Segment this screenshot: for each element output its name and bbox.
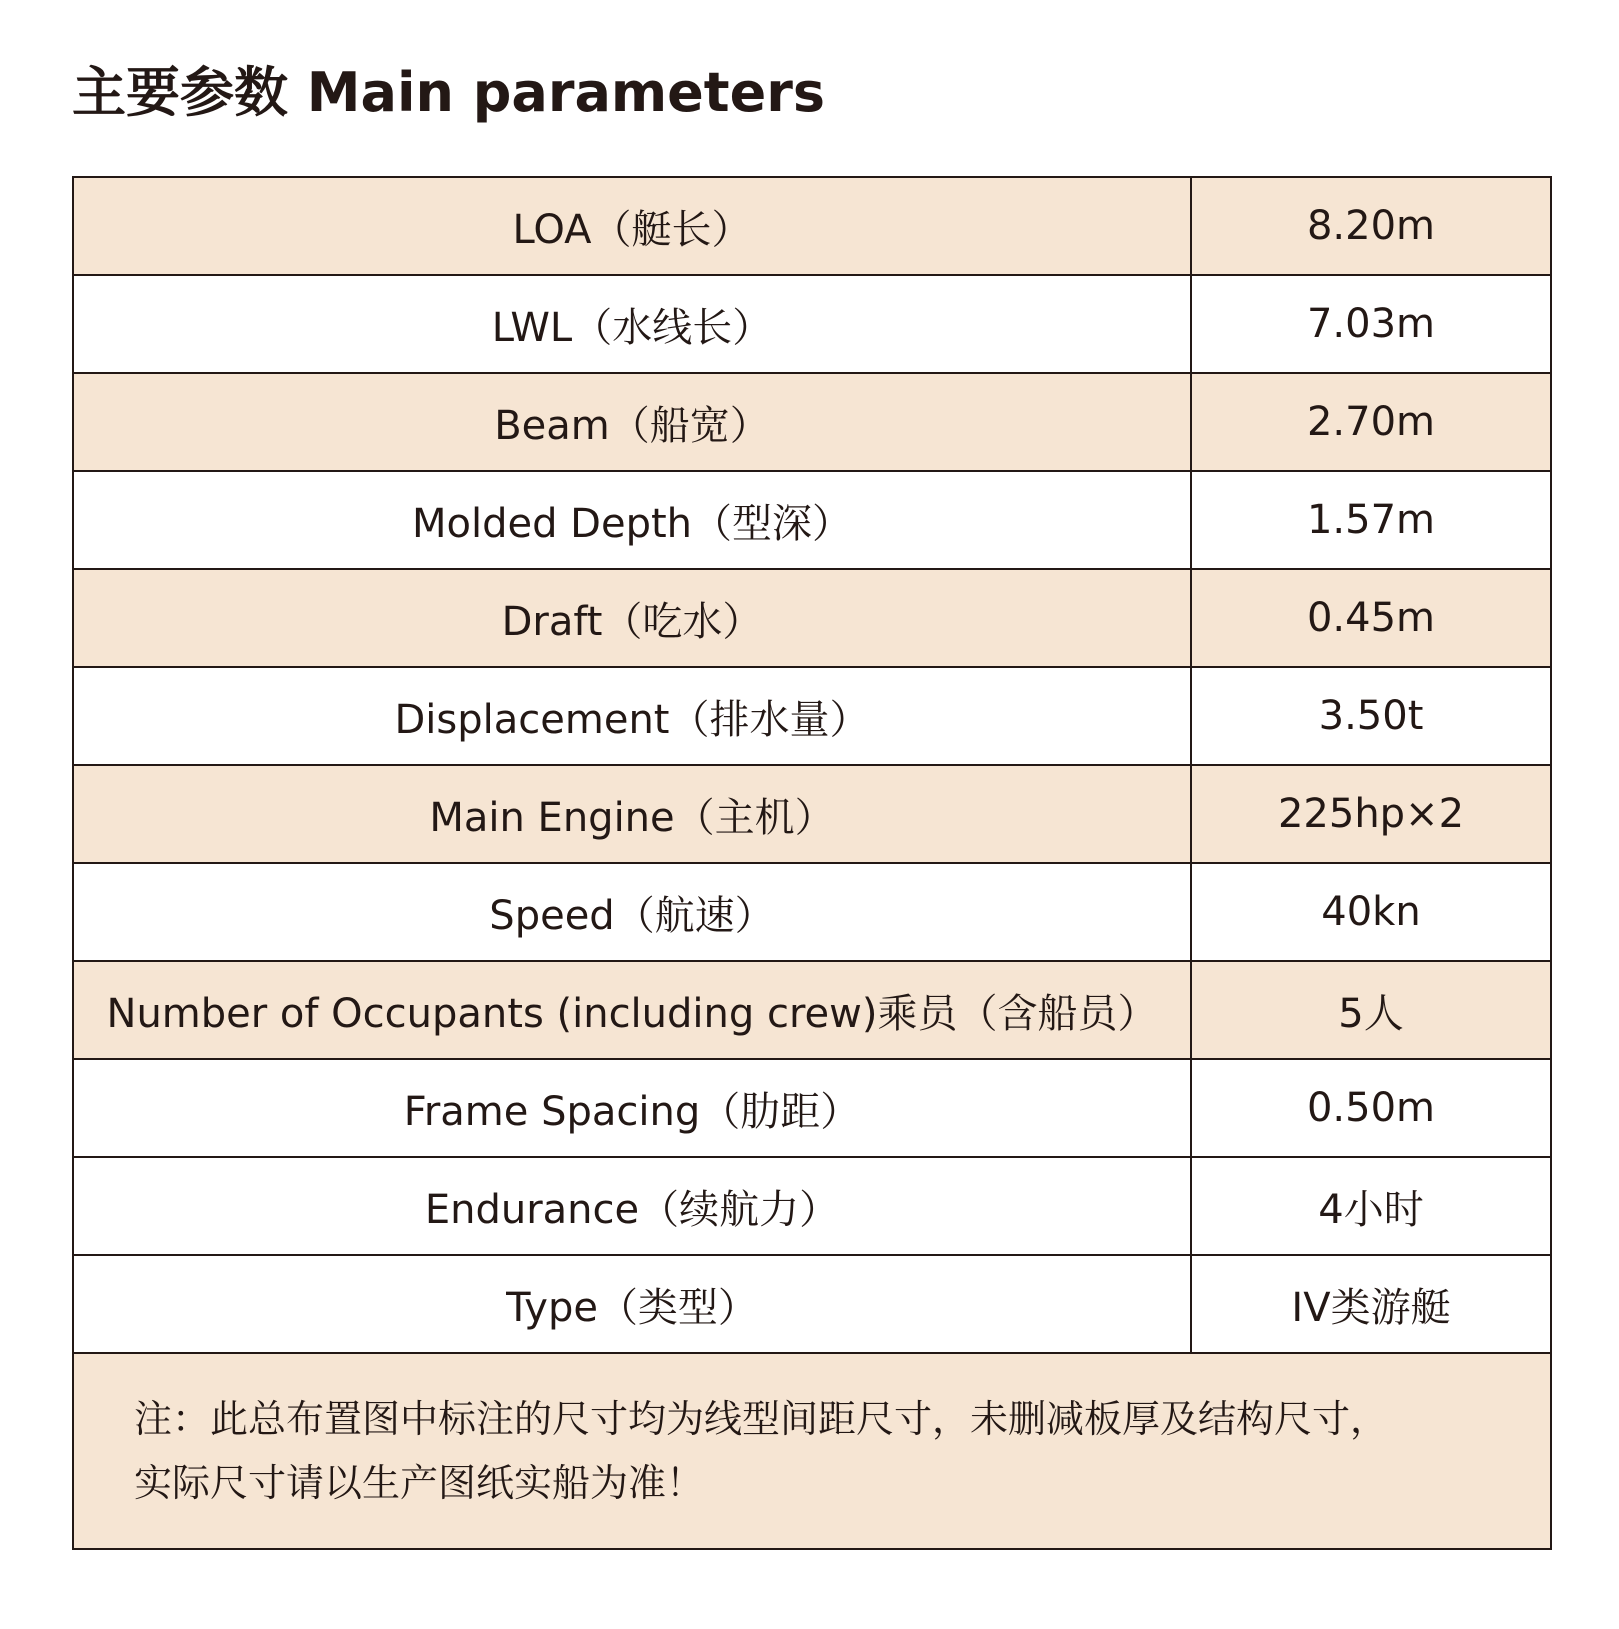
parameter-value: 225hp×2 xyxy=(1191,765,1551,863)
table-row xyxy=(73,1255,1551,1353)
parameter-value: 5人 xyxy=(1191,961,1551,1059)
table-row xyxy=(73,961,1551,1059)
table-row xyxy=(73,275,1551,373)
note-cell xyxy=(73,1353,1551,1549)
parameter-label: Molded Depth（型深） xyxy=(73,471,1191,569)
parameter-label: Number of Occupants (including crew)乘员（含船员） xyxy=(73,961,1191,1059)
parameter-value: 4小时 xyxy=(1191,1157,1551,1255)
table-row xyxy=(73,471,1551,569)
parameter-label: Main Engine（主机） xyxy=(73,765,1191,863)
parameter-value: 7.03m xyxy=(1191,275,1551,373)
note-line-1: 注：此总布置图中标注的尺寸均为线型间距尺寸，未删减板厚及结构尺寸， xyxy=(134,1397,1389,1441)
parameter-label: Beam（船宽） xyxy=(73,373,1191,471)
table-row xyxy=(73,667,1551,765)
table-row xyxy=(73,177,1551,275)
table-row xyxy=(73,569,1551,667)
parameter-label: Frame Spacing（肋距） xyxy=(73,1059,1191,1157)
parameter-value: 1.57m xyxy=(1191,471,1551,569)
note-line-2: 实际尺寸请以生产图纸实船为准！ xyxy=(134,1461,705,1505)
parameter-label: Draft（吃水） xyxy=(73,569,1191,667)
parameter-label: LOA（艇长） xyxy=(73,177,1191,275)
parameter-label: Endurance（续航力） xyxy=(73,1157,1191,1255)
table-row xyxy=(73,1157,1551,1255)
parameter-label: LWL（水线长） xyxy=(73,275,1191,373)
parameter-label: Type（类型） xyxy=(73,1255,1191,1353)
parameter-value: 8.20m xyxy=(1191,177,1551,275)
table-row xyxy=(73,373,1551,471)
parameter-value: 0.50m xyxy=(1191,1059,1551,1157)
note-row xyxy=(73,1353,1551,1549)
parameter-label: Speed（航速） xyxy=(73,863,1191,961)
table-row xyxy=(73,1059,1551,1157)
parameter-value: IV类游艇 xyxy=(1191,1255,1551,1353)
parameter-value: 2.70m xyxy=(1191,373,1551,471)
table-row xyxy=(73,765,1551,863)
parameter-value: 3.50t xyxy=(1191,667,1551,765)
parameter-label: Displacement（排水量） xyxy=(73,667,1191,765)
page-title: 主要参数 Main parameters xyxy=(72,61,825,124)
parameter-value: 0.45m xyxy=(1191,569,1551,667)
table-row xyxy=(73,863,1551,961)
parameter-value: 40kn xyxy=(1191,863,1551,961)
parameters-table xyxy=(72,176,1552,1550)
